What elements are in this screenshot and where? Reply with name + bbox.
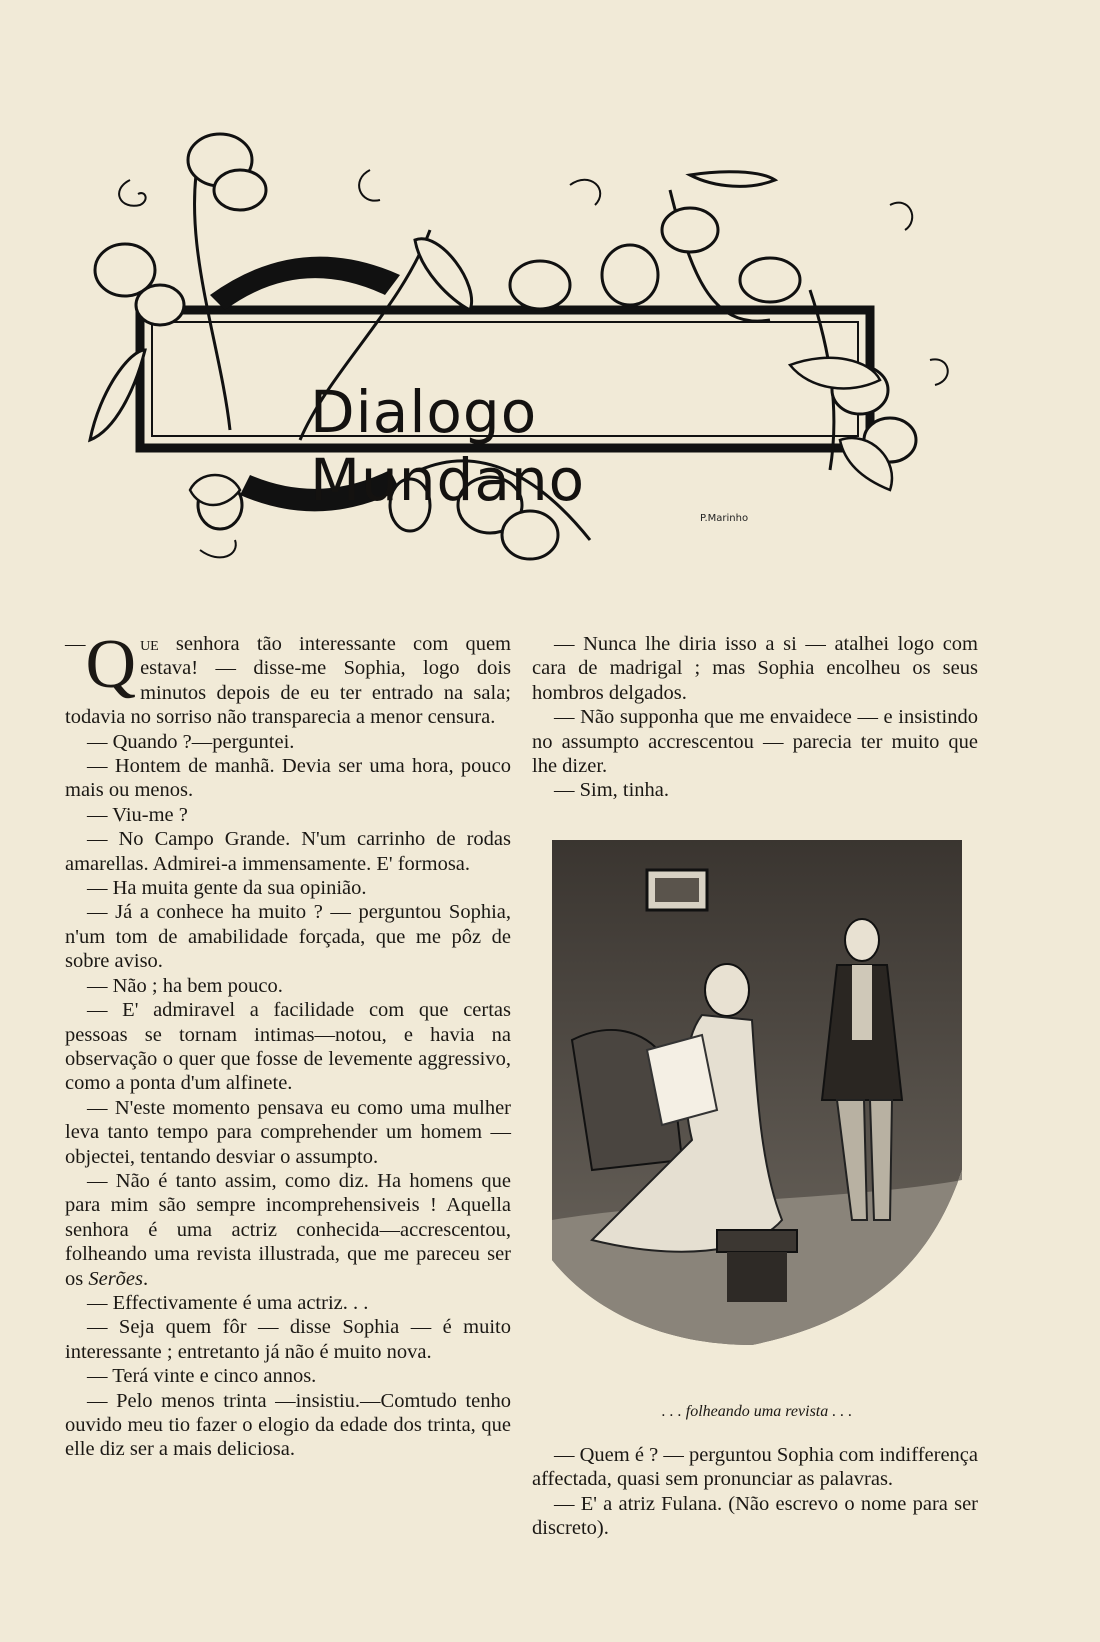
paragraph: — Terá vinte e cinco annos. [87, 1365, 317, 1388]
paragraph: — Pelo menos trinta —insistiu.—Comtudo tenho ouvido meu tio fazer o elogio da edade dos trinta, que elle diz ser a mais deliciosa. [65, 1389, 511, 1461]
paragraph: — Sim, tinha. [554, 779, 670, 802]
paragraph-with-italic [65, 1169, 511, 1291]
paragraph: — N'este momento pensava eu como uma mulher leva tanto tempo para comprehender um homem — objectei, tentando desviar o assumpto. [65, 1096, 511, 1168]
right-column-bottom [532, 1443, 978, 1541]
opening-paragraph [65, 626, 511, 730]
paragraph: — Nunca lhe diria isso a si — atalhei logo com cara de madrigal ; mas Sophia encolheu os seus hombros delgados. [532, 633, 978, 704]
paragraph: — Quando ?—perguntei. [87, 730, 295, 753]
illustration-engraving [552, 840, 962, 1345]
paragraph: — Ha muita gente da sua opinião. [87, 877, 367, 900]
opening-text: senhora tão interessante com quem estava! — disse-me Sophia, logo dois minutos depois de eu ter entrado na sala; todavia no sorriso não transparecia a menor censura. [65, 633, 511, 729]
artist-signature: P.Marinho [700, 513, 749, 524]
paragraph-end: . [143, 1267, 149, 1290]
paragraph: — Não supponha que me envaidece — e insistindo no assumpto accrescentou — parecia ter muito que lhe dizer. [532, 706, 978, 778]
illustration-caption: . . . folheando uma revista . . . [661, 1403, 853, 1420]
left-column [65, 626, 511, 1462]
opening-smallcaps: ue [140, 633, 159, 655]
paragraph: — Quem é ? — perguntou Sophia com indifferença affectada, quasi sem pronunciar as palavras. [532, 1444, 978, 1491]
paragraph: — E' a atriz Fulana. (Não escrevo o nome para ser discreto). [532, 1492, 978, 1540]
paragraph: — Já a conhece ha muito ? — perguntou Sophia, n'um tom de amabilidade forçada, que me pôz de sobre aviso. [65, 901, 511, 973]
floral-header-ornament [70, 110, 980, 600]
paragraph: — Hontem de manhã. Devia ser uma hora, pouco mais ou menos. [65, 755, 511, 802]
magazine-name: Serões [88, 1267, 144, 1290]
paragraph: — Effectivamente é uma actriz. . . [87, 1291, 369, 1314]
paragraph: — E' admiravel a facilidade com que certas pessoas se tornam intimas—notou, e havia na observação o quer que fosse de levemente aggressivo, como a ponta d'um alfinete. [65, 999, 511, 1095]
right-column-top [532, 632, 978, 803]
opening-dash: — [65, 633, 86, 655]
page-title: Dialogo Mundano [310, 378, 586, 514]
drop-cap: Q [85, 626, 137, 703]
paragraph: — Não ; ha bem pouco. [87, 974, 283, 997]
paragraph-text: — Não é tanto assim, como diz. Ha homens que para mim são sempre incomprehensiveis ! Aquella senhora é uma actriz conhecida—accrescentou, folheando uma revista illustrada, que me pareceu ser os [65, 1169, 511, 1290]
paragraph: — Viu-me ? [87, 803, 188, 826]
paragraph: — No Campo Grande. N'um carrinho de rodas amarellas. Admirei-a immensamente. E' formosa. [65, 828, 511, 875]
paragraph: — Seja quem fôr — disse Sophia — é muito interessante ; entretanto já não é muito nova. [65, 1316, 511, 1363]
